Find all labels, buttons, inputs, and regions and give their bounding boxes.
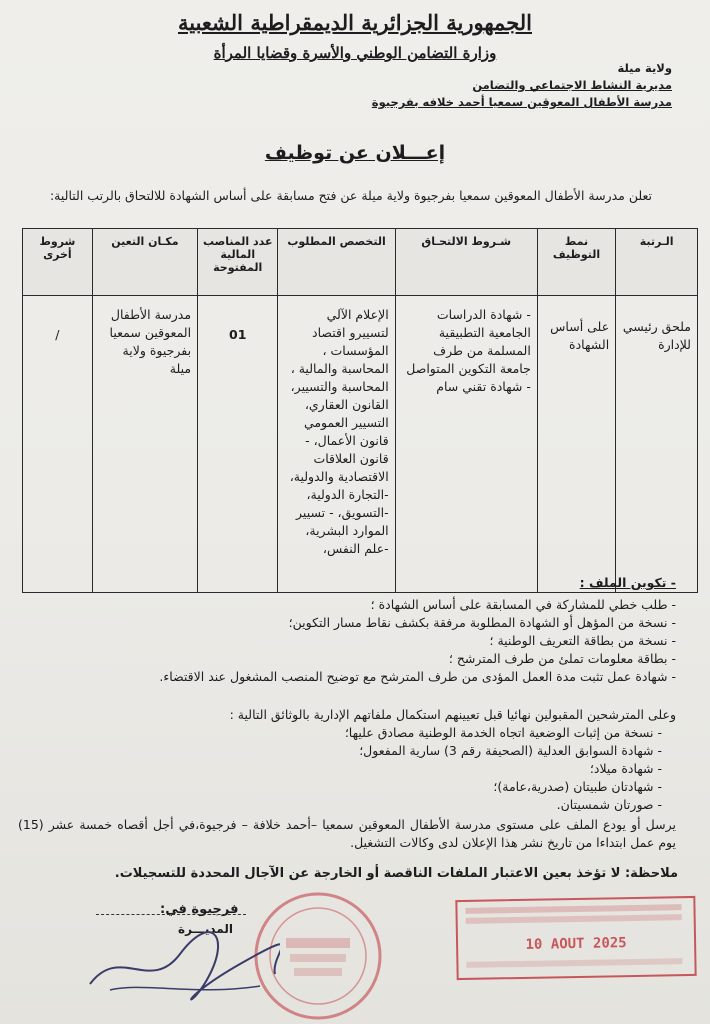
list-item: - شهادتان طبيتان (صدرية،عامة)؛: [493, 779, 662, 794]
submission-text: يرسل أو يودع الملف على مستوى مدرسة الأطفال المعوقين سمعيا –أحمد خلافة – فرجيوة،في أجل أقصاه خمسة عشر (15) يوم عمل ابتداءا من تاريخ نشر هذا الإعلان لدى وكالات التشغيل.: [18, 817, 676, 850]
date-stamp: [455, 896, 696, 980]
cell-specialty: الإعلام الآلي لتسييرو اقتصاد المؤسسات ، المحاسبة والمالية ، المحاسبة والتسيير، القانون العقاري، التسيير العمومي قانون الأعمال، - قانون العلاقات الاقتصادية والدولية، -التجارة الدولية، -التسويق، - تسيير الموارد البشرية، -علم النفس،: [278, 296, 395, 593]
note-text: ملاحظة: لا تؤخذ بعين الاعتبار الملفات الناقصة أو الخارجة عن الآجال المحددة للتسجيلات.: [114, 866, 678, 881]
announcement-title: إعـــلان عن توظيف: [264, 142, 446, 164]
final-section-intro: وعلى المترشحين المقبولين نهائيا قبل تعيينهم استكمال ملفاتهم الإدارية بالوثائق التالية :: [229, 707, 676, 722]
list-item: - شهادة السوابق العدلية (الصحيفة رقم 3) سارية المفعول؛: [359, 743, 662, 758]
wilaya-label: ولاية ميلة: [617, 61, 672, 75]
file-section-title: - تكوين الملف :: [579, 575, 676, 590]
announcement-intro: تعلن مدرسة الأطفال المعوقين سمعيا بفرجيوة ولاية ميلة عن فتح مسابقة على أساس الشهادة للالتحاق بالرتب التالية:: [49, 188, 652, 203]
cell-rank: ملحق رئيسي للإدارة: [616, 296, 698, 593]
col-header-specialty: التخصص المطلوب: [278, 229, 395, 296]
list-item: - شهادة ميلاد؛: [589, 761, 662, 776]
list-item: - طلب خطي للمشاركة في المسابقة على أساس الشهادة ؛: [370, 597, 676, 612]
list-item: - نسخة من إثبات الوضعية اتجاه الخدمة الوطنية مصادق عليها؛: [344, 725, 662, 740]
signature-title: المديـــرة: [178, 922, 233, 936]
cell-location: مدرسة الأطفال المعوقين سمعيا بفرجيوة ولاية ميلة: [92, 296, 197, 593]
col-header-location: مكـان التعين: [92, 229, 197, 296]
school-label: مدرسة الأطفال المعوقين سمعيا أحمد خلافه بفرجيوة: [371, 95, 672, 109]
republic-header: الجمهورية الجزائرية الديمقراطية الشعبية: [177, 10, 532, 35]
stamp-date: 10 AOUT 2025: [525, 935, 627, 953]
administration-block: [292, 60, 672, 111]
cell-other: /: [23, 296, 93, 593]
col-header-conditions: شـروط الالتحـاق: [395, 229, 537, 296]
col-header-rank: الـرتبة: [616, 229, 698, 296]
signature-place: فرجيوة في:: [160, 902, 239, 917]
table-header-row: [23, 229, 698, 296]
cell-conditions: - شهادة الدراسات الجامعية التطبيقية المسلمة من طرف جامعة التكوين المتواصل - شهادة تقني سام: [395, 296, 537, 593]
signature-divider: [96, 914, 246, 915]
list-item: - نسخة من بطاقة التعريف الوطنية ؛: [489, 633, 676, 648]
col-header-positions: عدد المناصب المالية المفتوحة: [198, 229, 278, 296]
handwritten-signature: [80, 924, 280, 1004]
table-row: [23, 296, 698, 593]
col-header-mode: نمط التوظيف: [537, 229, 615, 296]
cell-positions: 01: [198, 296, 278, 593]
positions-table: [22, 228, 698, 593]
file-section-list: [36, 596, 676, 686]
final-section-list: [62, 724, 662, 814]
cell-recruitment-mode: على أساس الشهادة: [537, 296, 615, 593]
list-item: - نسخة من المؤهل أو الشهادة المطلوبة مرفقة بكشف نقاط مسار التكوين؛: [288, 615, 676, 630]
directorate-label: مديرية النشاط الاجتماعي والتضامن: [472, 78, 672, 92]
ministry-header: وزارة التضامن الوطني والأسرة وقضايا المرأة: [213, 44, 497, 62]
col-header-other: شروط أخرى: [23, 229, 93, 296]
list-item: - بطاقة معلومات تملئ من طرف المترشح ؛: [448, 651, 676, 666]
list-item: - صورتان شمسيتان.: [556, 797, 662, 812]
list-item: - شهادة عمل تثبت مدة العمل المؤدى من طرف المترشح مع توضيح المنصب المشغول عند الاقتضاء.: [159, 669, 676, 684]
